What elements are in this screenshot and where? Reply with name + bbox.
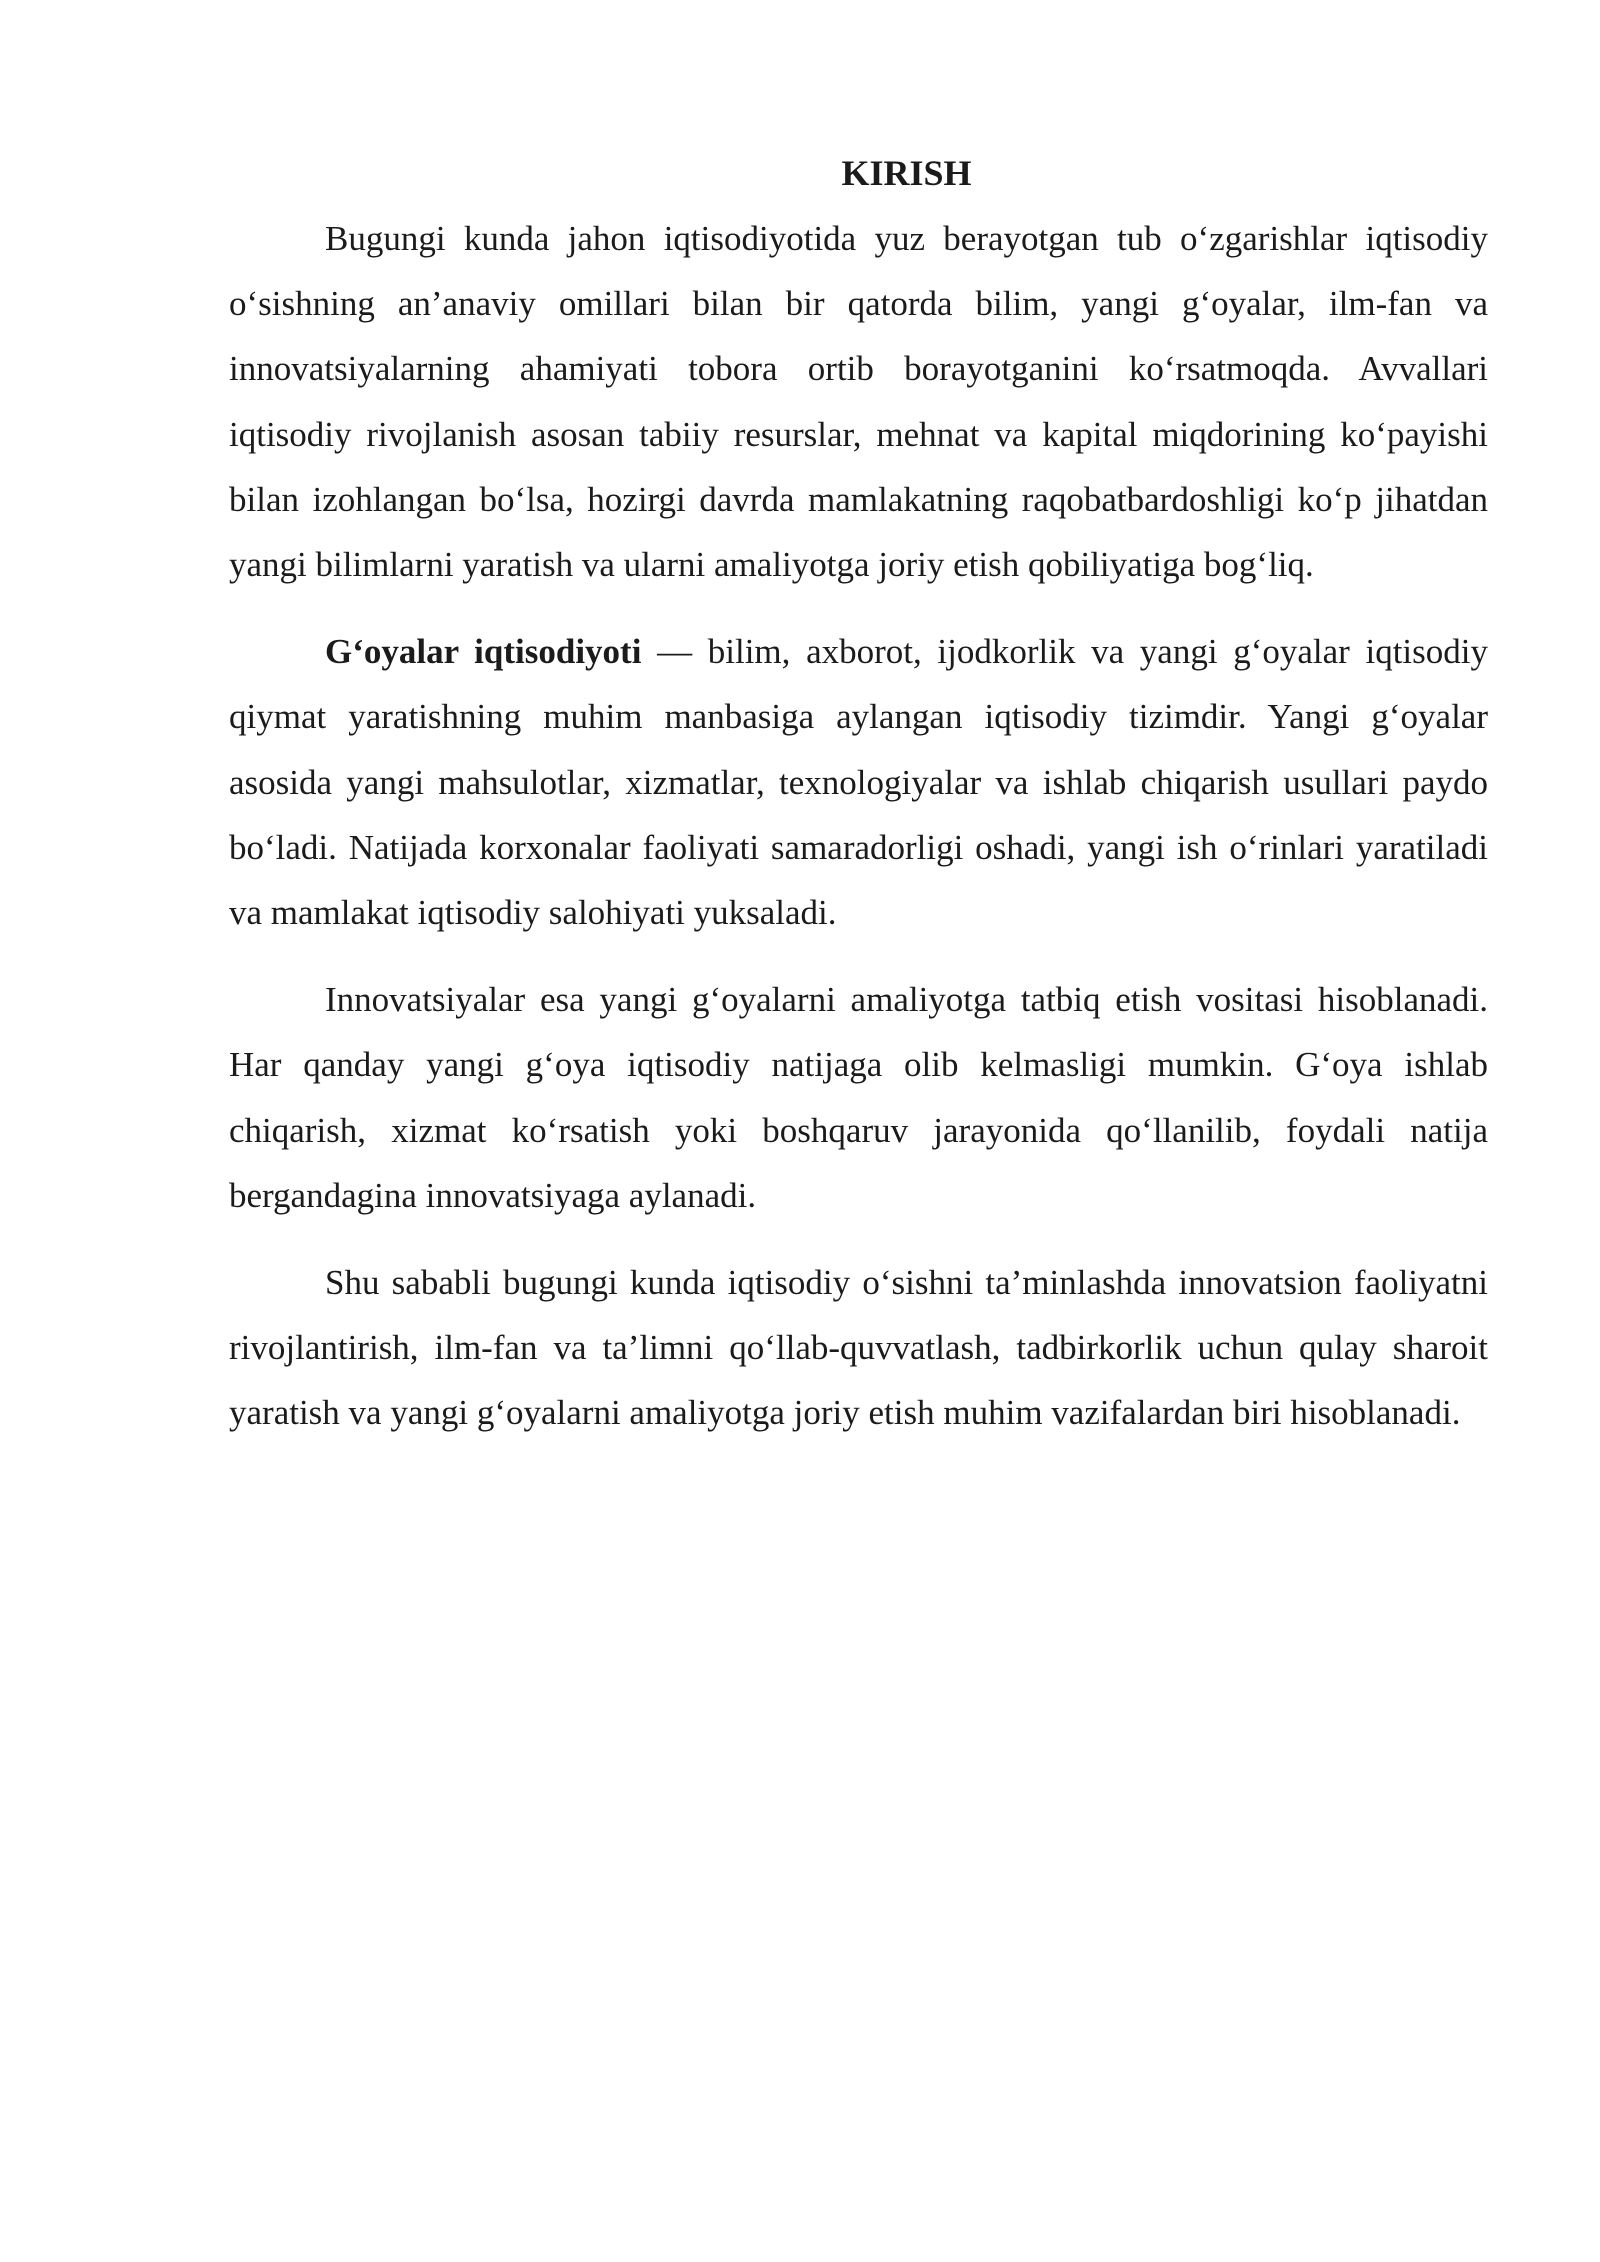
paragraph-intro: Bugungi kunda jahon iqtisodiyotida yuz berayotgan tub o‘zgarishlar iqtisodiy o‘sishning an’anaviy omillari bilan bir qatorda bilim, yangi g‘oyalar, ilm-fan va innovatsiyalarning ahamiyati tobora ortib borayotganini ko‘rsatmoqda. Avvallari iqtisodiy rivojlanish asosan tabiiy resurslar, mehnat va kapital miqdorining ko‘payishi bilan izohlangan bo‘lsa, hozirgi davrda mamlakatning raqobatbardoshligi ko‘p jihatdan yangi bilimlarni yaratish va ularni amaliyotga joriy etish qobiliyatiga bog‘liq. [229, 219, 1488, 585]
page-title: KIRISH [841, 153, 972, 193]
defined-term: G‘oyalar iqtisodiyoti [325, 632, 642, 672]
paragraph-innovations: Innovatsiyalar esa yangi g‘oyalarni amaliyotga tatbiq etish vositasi hisoblanadi. Har qanday yangi g‘oya iqtisodiy natijaga olib kelmasligi mumkin. G‘oya ishlab chiqarish, xizmat ko‘rsatish yoki boshqaruv jarayonida qo‘llanilib, foydali natija bergandagina innovatsiyaga aylanadi. [229, 980, 1488, 1215]
document-body [229, 140, 1488, 1468]
paragraph-ideas-economy-text: — bilim, axborot, ijodkorlik va yangi g‘oyalar iqtisodiy qiymat yaratishning muhim manbasiga aylangan iqtisodiy tizimdir. Yangi g‘oyalar asosida yangi mahsulotlar, xizmatlar, texnologiyalar va ishlab chiqarish usullari paydo bo‘ladi. Natijada korxonalar faoliyati samaradorligi oshadi, yangi ish o‘rinlari yaratiladi va mamlakat iqtisodiy salohiyati yuksaladi. [229, 632, 1489, 933]
paragraph-ideas-economy [229, 619, 1488, 945]
paragraph-conclusion: Shu sababli bugungi kunda iqtisodiy o‘sishni ta’minlashda innovatsion faoliyatni rivojlantirish, ilm-fan va ta’limni qo‘llab-quvvatlash, tadbirkorlik uchun qulay sharoit yaratish va yangi g‘oyalarni amaliyotga joriy etish muhim vazifalardan biri hisoblanadi. [229, 1263, 1488, 1433]
